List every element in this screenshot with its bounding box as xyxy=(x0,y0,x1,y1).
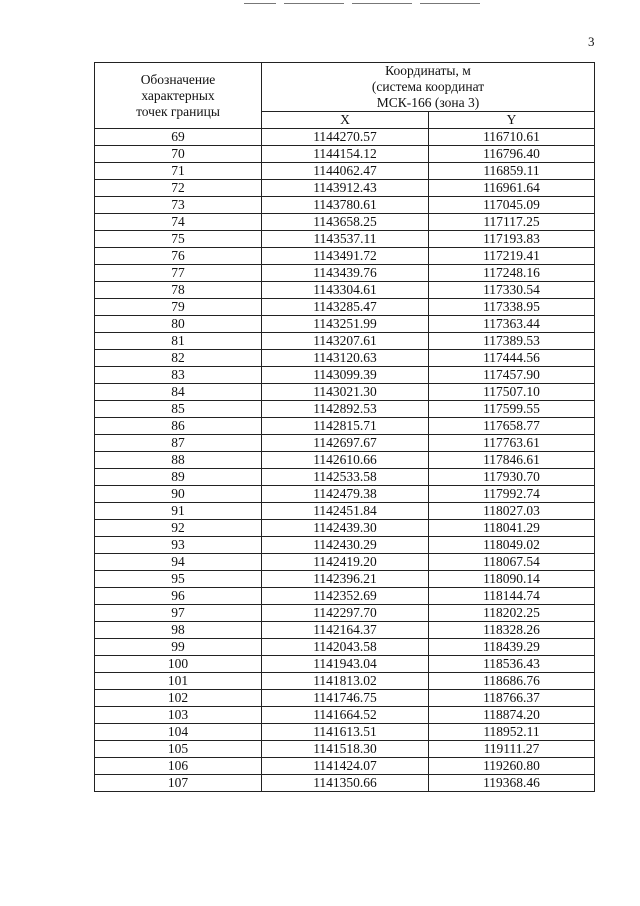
y-cell: 117992.74 xyxy=(429,486,595,503)
y-cell: 117658.77 xyxy=(429,418,595,435)
point-cell: 99 xyxy=(95,639,262,656)
point-cell: 82 xyxy=(95,350,262,367)
x-cell: 1143120.63 xyxy=(262,350,429,367)
table-row xyxy=(95,707,595,724)
point-cell: 84 xyxy=(95,384,262,401)
table-row xyxy=(95,299,595,316)
header-point-line: точек границы xyxy=(136,103,220,119)
header-y: Y xyxy=(429,112,595,129)
point-cell: 78 xyxy=(95,282,262,299)
x-cell: 1143304.61 xyxy=(262,282,429,299)
x-cell: 1142396.21 xyxy=(262,571,429,588)
point-cell: 105 xyxy=(95,741,262,758)
x-cell: 1141813.02 xyxy=(262,673,429,690)
table-row xyxy=(95,214,595,231)
x-cell: 1143099.39 xyxy=(262,367,429,384)
x-cell: 1142610.66 xyxy=(262,452,429,469)
x-cell: 1141746.75 xyxy=(262,690,429,707)
table-header-row xyxy=(95,63,595,112)
point-cell: 72 xyxy=(95,180,262,197)
table-row xyxy=(95,622,595,639)
table-row xyxy=(95,639,595,656)
x-cell: 1141424.07 xyxy=(262,758,429,775)
x-cell: 1143439.76 xyxy=(262,265,429,282)
x-cell: 1141613.51 xyxy=(262,724,429,741)
y-cell: 118952.11 xyxy=(429,724,595,741)
y-cell: 117930.70 xyxy=(429,469,595,486)
x-cell: 1142043.58 xyxy=(262,639,429,656)
table-row xyxy=(95,775,595,792)
coordinates-table xyxy=(94,62,595,792)
point-cell: 97 xyxy=(95,605,262,622)
table-row xyxy=(95,452,595,469)
y-cell: 117219.41 xyxy=(429,248,595,265)
table-row xyxy=(95,163,595,180)
x-cell: 1143537.11 xyxy=(262,231,429,248)
point-cell: 98 xyxy=(95,622,262,639)
y-cell: 117599.55 xyxy=(429,401,595,418)
x-cell: 1142815.71 xyxy=(262,418,429,435)
point-cell: 81 xyxy=(95,333,262,350)
table-row xyxy=(95,197,595,214)
table-row xyxy=(95,248,595,265)
y-cell: 117330.54 xyxy=(429,282,595,299)
point-cell: 69 xyxy=(95,129,262,146)
point-cell: 104 xyxy=(95,724,262,741)
table-row xyxy=(95,435,595,452)
table-row xyxy=(95,554,595,571)
table-row xyxy=(95,146,595,163)
x-cell: 1142439.30 xyxy=(262,520,429,537)
y-cell: 117846.61 xyxy=(429,452,595,469)
point-cell: 74 xyxy=(95,214,262,231)
point-cell: 77 xyxy=(95,265,262,282)
table-row xyxy=(95,741,595,758)
y-cell: 118041.29 xyxy=(429,520,595,537)
y-cell: 118027.03 xyxy=(429,503,595,520)
x-cell: 1143491.72 xyxy=(262,248,429,265)
y-cell: 118766.37 xyxy=(429,690,595,707)
point-cell: 71 xyxy=(95,163,262,180)
y-cell: 119260.80 xyxy=(429,758,595,775)
table-row xyxy=(95,503,595,520)
point-cell: 87 xyxy=(95,435,262,452)
header-x: X xyxy=(262,112,429,129)
y-cell: 116859.11 xyxy=(429,163,595,180)
point-cell: 70 xyxy=(95,146,262,163)
y-cell: 116710.61 xyxy=(429,129,595,146)
point-cell: 106 xyxy=(95,758,262,775)
point-cell: 96 xyxy=(95,588,262,605)
x-cell: 1144154.12 xyxy=(262,146,429,163)
y-cell: 117457.90 xyxy=(429,367,595,384)
top-scan-rule xyxy=(352,3,412,4)
x-cell: 1144270.57 xyxy=(262,129,429,146)
header-point-designation xyxy=(95,63,262,129)
point-cell: 94 xyxy=(95,554,262,571)
y-cell: 119368.46 xyxy=(429,775,595,792)
x-cell: 1141350.66 xyxy=(262,775,429,792)
x-cell: 1142297.70 xyxy=(262,605,429,622)
header-point-line: Обозначение xyxy=(140,71,216,87)
x-cell: 1142697.67 xyxy=(262,435,429,452)
x-cell: 1143285.47 xyxy=(262,299,429,316)
y-cell: 117363.44 xyxy=(429,316,595,333)
y-cell: 116796.40 xyxy=(429,146,595,163)
point-cell: 93 xyxy=(95,537,262,554)
table-row xyxy=(95,571,595,588)
y-cell: 118874.20 xyxy=(429,707,595,724)
x-cell: 1143658.25 xyxy=(262,214,429,231)
point-cell: 76 xyxy=(95,248,262,265)
table-row xyxy=(95,180,595,197)
y-cell: 117193.83 xyxy=(429,231,595,248)
table-row xyxy=(95,350,595,367)
table-row xyxy=(95,537,595,554)
x-cell: 1143207.61 xyxy=(262,333,429,350)
point-cell: 79 xyxy=(95,299,262,316)
table-row xyxy=(95,758,595,775)
x-cell: 1141943.04 xyxy=(262,656,429,673)
point-cell: 92 xyxy=(95,520,262,537)
y-cell: 118067.54 xyxy=(429,554,595,571)
top-scan-rule xyxy=(420,3,480,4)
point-cell: 85 xyxy=(95,401,262,418)
y-cell: 117045.09 xyxy=(429,197,595,214)
point-cell: 83 xyxy=(95,367,262,384)
point-cell: 95 xyxy=(95,571,262,588)
table-row xyxy=(95,333,595,350)
table-row xyxy=(95,520,595,537)
point-cell: 107 xyxy=(95,775,262,792)
y-cell: 118439.29 xyxy=(429,639,595,656)
table-row xyxy=(95,656,595,673)
x-cell: 1142352.69 xyxy=(262,588,429,605)
y-cell: 117117.25 xyxy=(429,214,595,231)
x-cell: 1142419.20 xyxy=(262,554,429,571)
table-row xyxy=(95,316,595,333)
point-cell: 100 xyxy=(95,656,262,673)
point-cell: 75 xyxy=(95,231,262,248)
table-row xyxy=(95,588,595,605)
y-cell: 118686.76 xyxy=(429,673,595,690)
table-row xyxy=(95,282,595,299)
point-cell: 89 xyxy=(95,469,262,486)
y-cell: 117444.56 xyxy=(429,350,595,367)
header-point-line: характерных xyxy=(141,87,215,103)
y-cell: 118536.43 xyxy=(429,656,595,673)
x-cell: 1143251.99 xyxy=(262,316,429,333)
x-cell: 1141664.52 xyxy=(262,707,429,724)
y-cell: 118144.74 xyxy=(429,588,595,605)
y-cell: 116961.64 xyxy=(429,180,595,197)
header-coords-line: Координаты, м xyxy=(385,63,471,78)
table-row xyxy=(95,231,595,248)
point-cell: 90 xyxy=(95,486,262,503)
x-cell: 1142533.58 xyxy=(262,469,429,486)
y-cell: 118202.25 xyxy=(429,605,595,622)
table-body xyxy=(95,129,595,792)
table-row xyxy=(95,367,595,384)
x-cell: 1143912.43 xyxy=(262,180,429,197)
y-cell: 117507.10 xyxy=(429,384,595,401)
header-coords-line: МСК-166 (зона 3) xyxy=(376,95,480,110)
y-cell: 117389.53 xyxy=(429,333,595,350)
point-cell: 103 xyxy=(95,707,262,724)
y-cell: 118328.26 xyxy=(429,622,595,639)
y-cell: 117338.95 xyxy=(429,299,595,316)
header-coords-line: (система координат xyxy=(371,79,485,94)
page-number: 3 xyxy=(588,34,595,49)
x-cell: 1142479.38 xyxy=(262,486,429,503)
table-row xyxy=(95,605,595,622)
point-cell: 73 xyxy=(95,197,262,214)
table-row xyxy=(95,401,595,418)
x-cell: 1142451.84 xyxy=(262,503,429,520)
table-row xyxy=(95,265,595,282)
table-row xyxy=(95,486,595,503)
point-cell: 80 xyxy=(95,316,262,333)
x-cell: 1143780.61 xyxy=(262,197,429,214)
y-cell: 119111.27 xyxy=(429,741,595,758)
header-coordinates xyxy=(262,63,595,112)
y-cell: 117248.16 xyxy=(429,265,595,282)
x-cell: 1142430.29 xyxy=(262,537,429,554)
point-cell: 101 xyxy=(95,673,262,690)
table-row xyxy=(95,384,595,401)
table-row xyxy=(95,724,595,741)
point-cell: 88 xyxy=(95,452,262,469)
x-cell: 1142164.37 xyxy=(262,622,429,639)
point-cell: 86 xyxy=(95,418,262,435)
y-cell: 118090.14 xyxy=(429,571,595,588)
y-cell: 118049.02 xyxy=(429,537,595,554)
x-cell: 1144062.47 xyxy=(262,163,429,180)
x-cell: 1143021.30 xyxy=(262,384,429,401)
x-cell: 1142892.53 xyxy=(262,401,429,418)
table-row xyxy=(95,673,595,690)
x-cell: 1141518.30 xyxy=(262,741,429,758)
table-row xyxy=(95,690,595,707)
table-row xyxy=(95,469,595,486)
y-cell: 117763.61 xyxy=(429,435,595,452)
table-row xyxy=(95,418,595,435)
top-scan-rule xyxy=(244,3,276,4)
point-cell: 102 xyxy=(95,690,262,707)
table-row xyxy=(95,129,595,146)
point-cell: 91 xyxy=(95,503,262,520)
top-scan-rule xyxy=(284,3,344,4)
